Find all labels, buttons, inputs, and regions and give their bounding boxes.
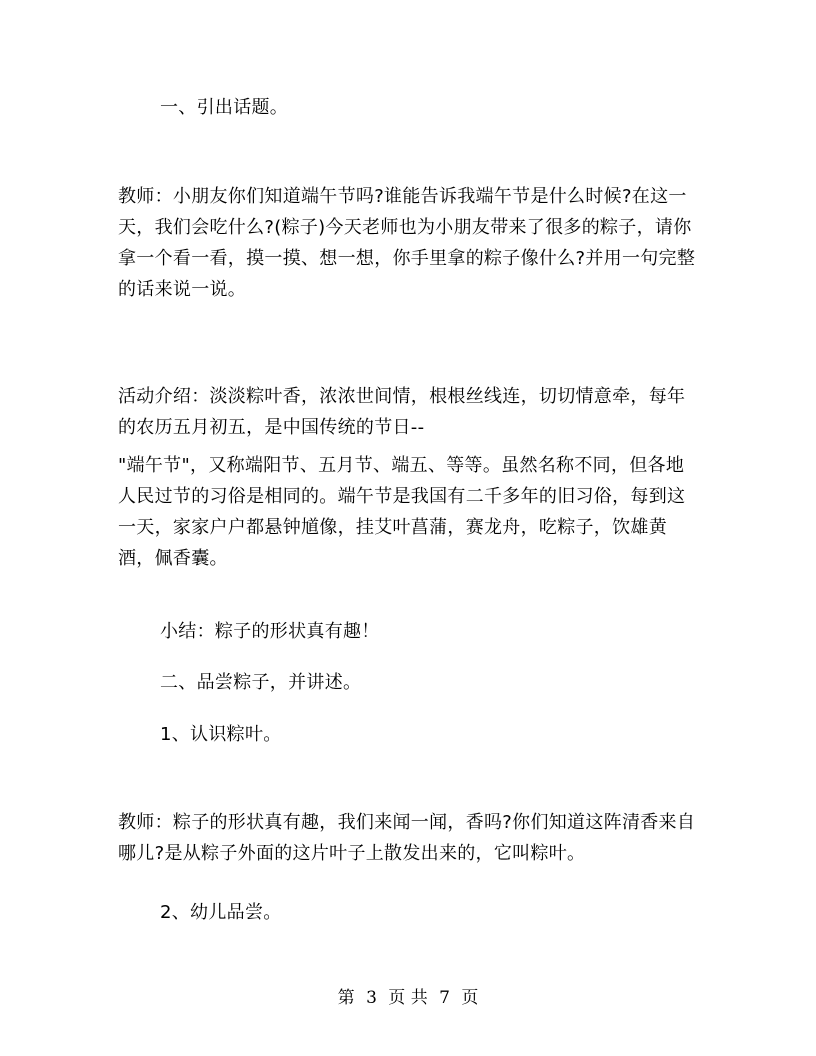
step-2-heading: 2、幼儿品尝。: [160, 902, 282, 923]
activity-intro-line-1: 活动介绍：淡淡粽叶香，浓浓世间情，根根丝线连，切切情意牵，每年的农历五月初五，是中国传统的节日--: [118, 386, 686, 438]
summary-line: 小结：粽子的形状真有趣！: [160, 621, 380, 642]
teacher-intro-paragraph: 教师：小朋友你们知道端午节吗?谁能告诉我端午节是什么时候?在这一天，我们会吃什么?(粽子)今天老师也为小朋友带来了很多的粽子，请你拿一个看一看，摸一摸、想一想，你手里拿的粽子像什么?并用一句完整的话来说一说。: [118, 186, 696, 300]
step-1-heading: 1、认识粽叶。: [160, 724, 282, 745]
footer-prefix: 第: [337, 988, 355, 1008]
teacher-leaf-paragraph: 教师：粽子的形状真有趣，我们来闻一闻，香吗?你们知道这阵清香来自哪儿?是从粽子外面的这片叶子上散发出来的，它叫粽叶。: [118, 812, 696, 864]
footer-suffix: 页: [461, 988, 479, 1008]
section-heading-2: 二、品尝粽子，并讲述。: [160, 672, 362, 693]
footer-total-pages: 7: [439, 988, 450, 1008]
activity-intro-line-2: "端午节"，又称端阳节、五月节、端五、等等。虽然名称不同，但各地人民过节的习俗是相同的。端午节是我国有二千多年的旧习俗，每到这一天，家家户户都悬钟馗像，挂艾叶菖蒲，赛龙舟，吃粽子，饮雄黄酒，佩香囊。: [118, 455, 686, 569]
footer-middle: 页 共: [388, 988, 428, 1008]
page-footer: [0, 986, 816, 1010]
section-heading-1: 一、引出话题。: [160, 97, 289, 118]
footer-current-page: 3: [366, 988, 377, 1008]
